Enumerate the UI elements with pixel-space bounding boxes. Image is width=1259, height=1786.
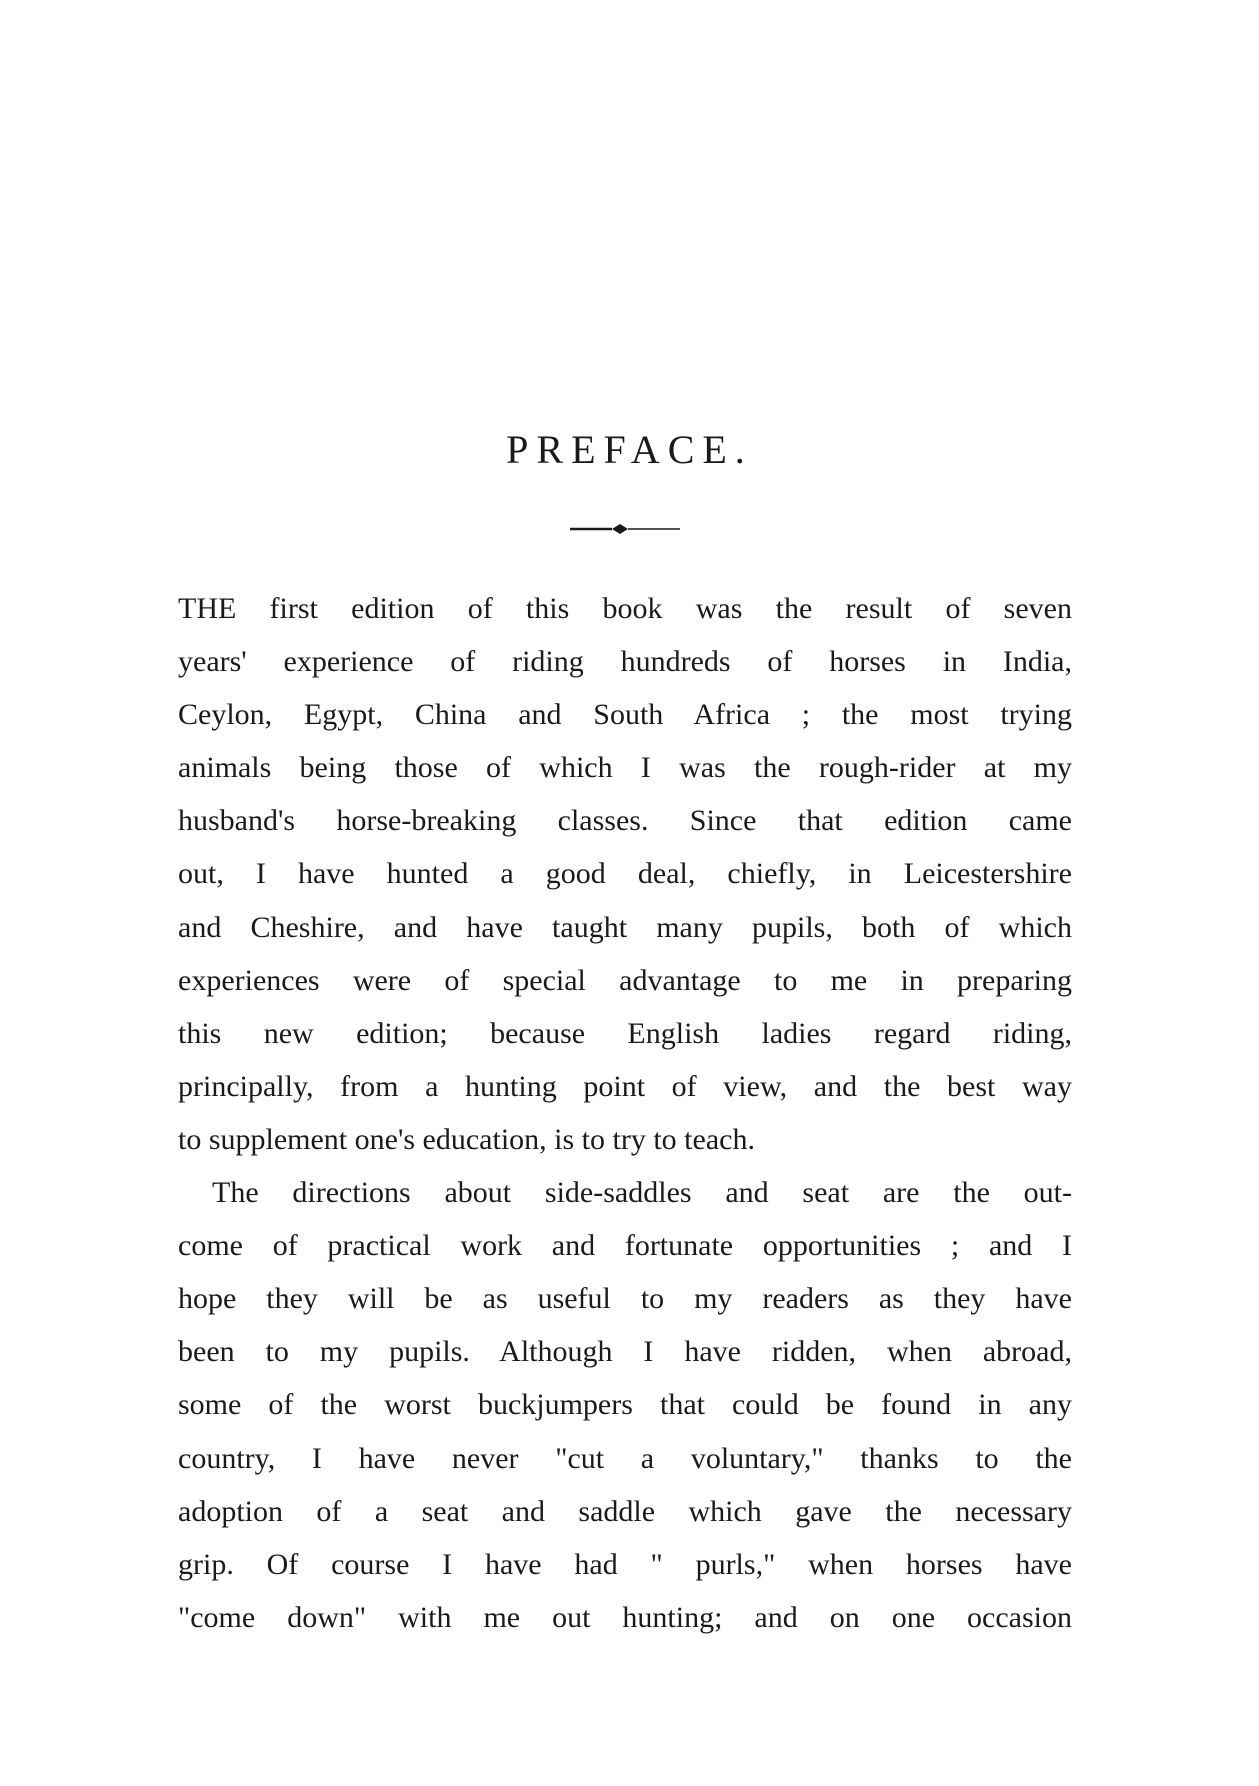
paragraph-1 bbox=[178, 582, 1072, 1166]
text-line: this new edition; because English ladies regard riding, bbox=[178, 1016, 1072, 1050]
text-line: some of the worst buckjumpers that could be found in any bbox=[178, 1388, 1072, 1422]
ornament-divider-icon bbox=[570, 522, 680, 536]
preface-body bbox=[178, 582, 1072, 1644]
text-line: been to my pupils. Although I have ridden, when abroad, bbox=[178, 1335, 1072, 1369]
text-line: The directions about side-saddles and seat are the out- bbox=[212, 1176, 1072, 1210]
text-line: and Cheshire, and have taught many pupils, both of which bbox=[178, 910, 1072, 944]
text-line: country, I have never "cut a voluntary," thanks to the bbox=[178, 1441, 1072, 1475]
text-line: Ceylon, Egypt, China and South Africa ; the most trying bbox=[178, 698, 1072, 732]
paragraph-2 bbox=[178, 1166, 1072, 1644]
text-line: to supplement one's education, is to try to teach. bbox=[178, 1122, 755, 1156]
text-line: husband's horse-breaking classes. Since that edition came bbox=[178, 804, 1072, 838]
text-line: principally, from a hunting point of view, and the best way bbox=[178, 1069, 1072, 1103]
text-line: animals being those of which I was the rough-rider at my bbox=[178, 751, 1072, 785]
text-line: adoption of a seat and saddle which gave the necessary bbox=[178, 1494, 1072, 1528]
text-line: years' experience of riding hundreds of horses in India, bbox=[178, 645, 1072, 679]
text-line: come of practical work and fortunate opportunities ; and I bbox=[178, 1229, 1072, 1263]
text-line: out, I have hunted a good deal, chiefly, in Leicestershire bbox=[178, 857, 1072, 891]
page-title: PREFACE. bbox=[506, 427, 753, 472]
text-line: THE first edition of this book was the result of seven bbox=[178, 592, 1072, 625]
text-line: hope they will be as useful to my readers as they have bbox=[178, 1282, 1072, 1316]
text-line: experiences were of special advantage to me in preparing bbox=[178, 963, 1072, 997]
text-line: grip. Of course I have had " purls," when horses have bbox=[178, 1547, 1072, 1581]
text-line: "come down" with me out hunting; and on one occasion bbox=[178, 1600, 1072, 1634]
